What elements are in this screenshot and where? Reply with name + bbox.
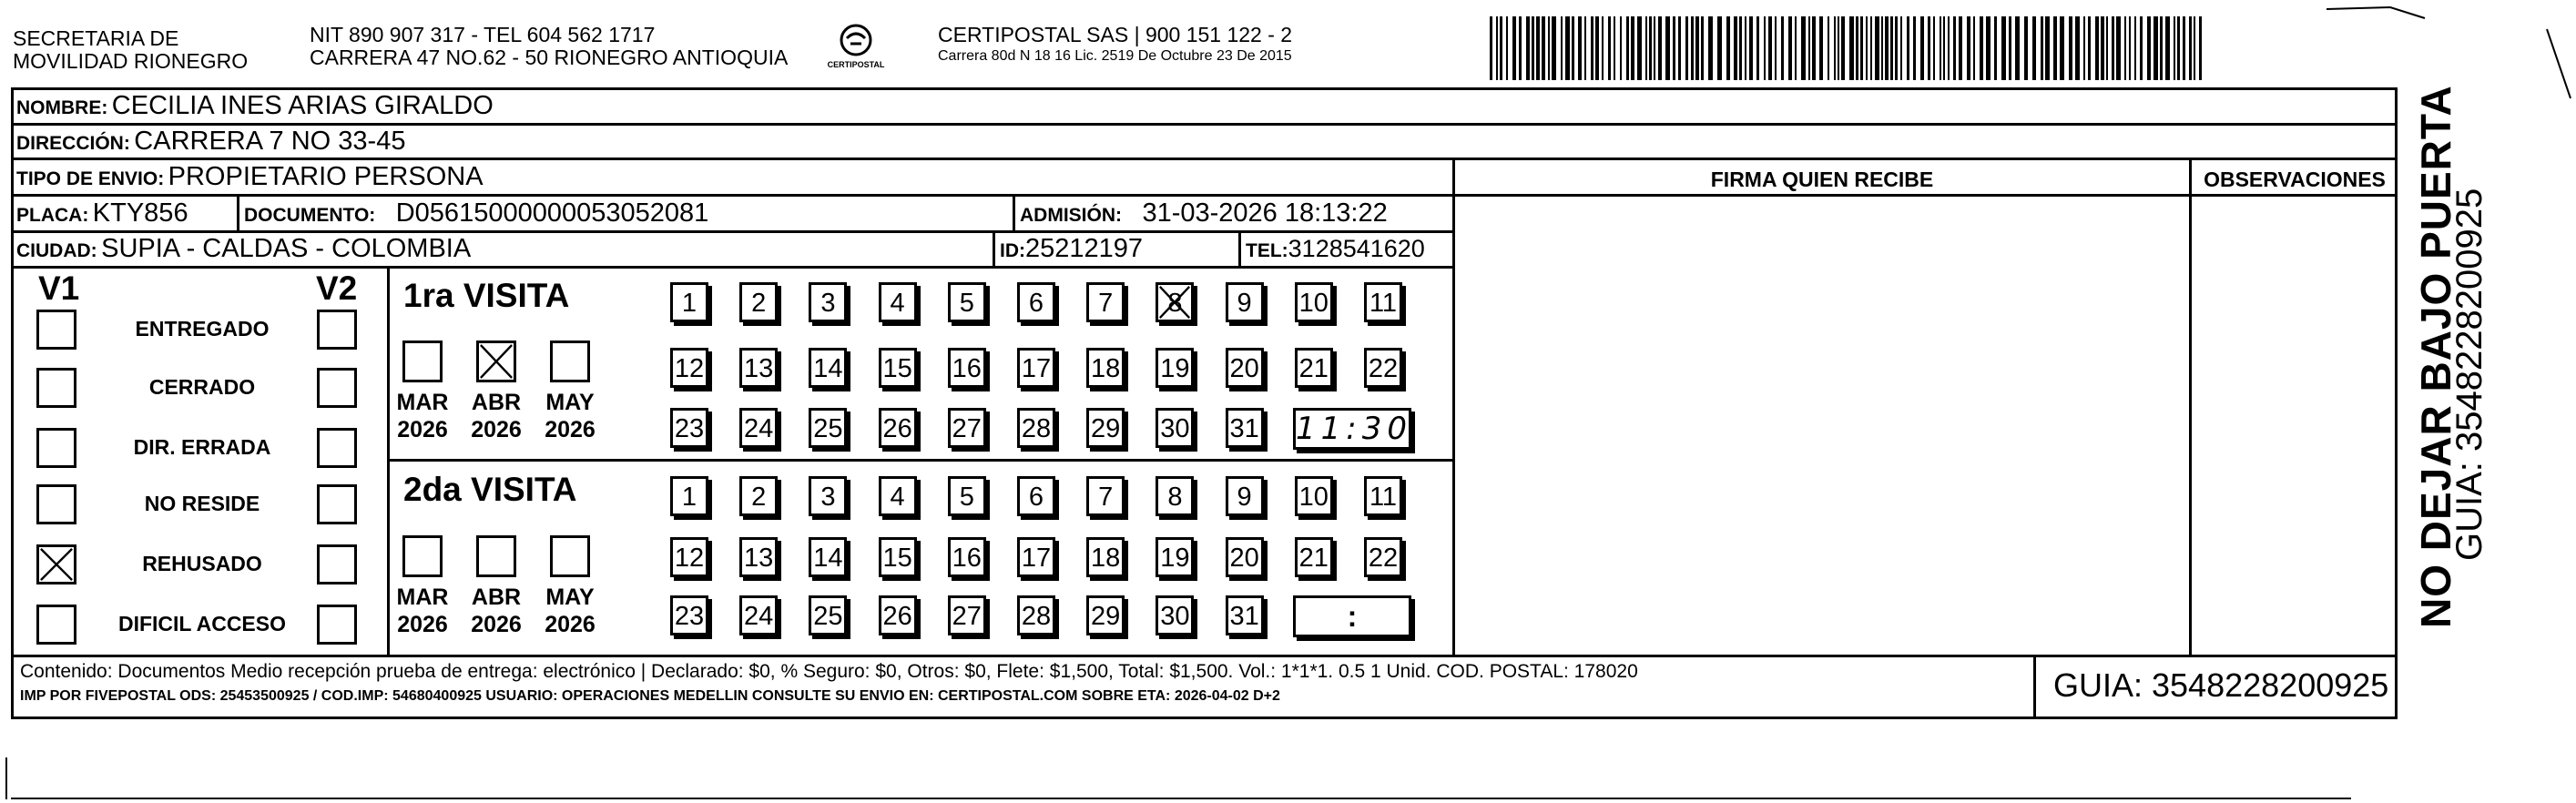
visit1-day-box[interactable]: 23: [670, 408, 708, 448]
visit1-day-box[interactable]: 31: [1226, 408, 1264, 448]
month-label: MAY: [545, 390, 595, 415]
year-label: 2026: [471, 612, 522, 637]
status-v1-checkbox[interactable]: [36, 544, 76, 584]
status-v2-checkbox[interactable]: [317, 368, 357, 408]
tipo-envio-row: [16, 160, 484, 198]
issuer-line-1: SECRETARIA DE: [13, 26, 179, 50]
status-label: DIR. ERRADA: [133, 435, 271, 459]
admision-value: 31-03-2026 18:13:22: [1142, 198, 1388, 228]
month-label: MAR: [396, 584, 449, 610]
visit2-day-box[interactable]: 28: [1017, 595, 1055, 635]
visit1-day-box[interactable]: 2: [739, 282, 778, 322]
footer-divider: [11, 655, 2398, 657]
visit1-day-box[interactable]: 28: [1017, 408, 1055, 448]
v1-header: V1: [38, 269, 80, 307]
visit1-day-box[interactable]: 5: [948, 282, 986, 322]
status-label: NO RESIDE: [144, 492, 260, 515]
visit2-day-box[interactable]: 17: [1017, 537, 1055, 577]
visit2-day-box[interactable]: 30: [1156, 595, 1194, 635]
id-value: 25212197: [1025, 234, 1144, 263]
status-v2-checkbox[interactable]: [317, 484, 357, 524]
visit1-day-box[interactable]: 29: [1086, 408, 1125, 448]
visit1-day-box[interactable]: 13: [739, 348, 778, 388]
placa-label: PLACA:: [16, 205, 89, 226]
documento-value: D05615000000053052081: [395, 198, 709, 228]
month-checkbox-abr[interactable]: [476, 341, 516, 382]
visit1-day-box[interactable]: [1156, 282, 1194, 322]
day-number: 8: [1167, 289, 1183, 318]
visit2-day-box[interactable]: 20: [1226, 537, 1264, 577]
month-checkbox-may[interactable]: [550, 341, 590, 382]
visit2-day-box[interactable]: 15: [879, 537, 917, 577]
ciudad-cell: [16, 232, 471, 269]
issuer-contact: [310, 24, 788, 69]
visit1-day-box[interactable]: 12: [670, 348, 708, 388]
visit1-day-box[interactable]: 21: [1295, 348, 1333, 388]
visit1-day-box[interactable]: 27: [948, 408, 986, 448]
cell-divider: [993, 230, 995, 266]
visit1-day-box[interactable]: 26: [879, 408, 917, 448]
status-v1-checkbox[interactable]: [36, 310, 76, 350]
visit2-day-box[interactable]: 22: [1364, 537, 1402, 577]
visit1-day-box[interactable]: 3: [809, 282, 847, 322]
placa-value: KTY856: [92, 198, 188, 228]
status-v1-checkbox[interactable]: [36, 428, 76, 468]
visit1-day-box[interactable]: 25: [809, 408, 847, 448]
visit1-day-box[interactable]: 17: [1017, 348, 1055, 388]
visit2-day-box[interactable]: 18: [1086, 537, 1125, 577]
id-cell: [1000, 232, 1143, 269]
footer-guia: GUIA: 3548228200925: [2053, 666, 2389, 704]
month-checkbox-mar[interactable]: [402, 535, 443, 577]
documento-label: DOCUMENTO:: [244, 205, 376, 226]
visit2-day-box[interactable]: 29: [1086, 595, 1125, 635]
firma-header: FIRMA QUIEN RECIBE: [1710, 168, 1934, 191]
visit1-day-box[interactable]: 11: [1364, 282, 1402, 322]
month-checkbox-abr[interactable]: [476, 535, 516, 577]
visit2-day-box[interactable]: 14: [809, 537, 847, 577]
courier-info: [938, 24, 1292, 66]
scan-edge: [5, 757, 7, 799]
visit2-day-box[interactable]: 2: [739, 476, 778, 516]
nombre-row: [16, 89, 494, 127]
ciudad-value: SUPIA - CALDAS - COLOMBIA: [101, 234, 472, 263]
status-label: CERRADO: [148, 375, 256, 399]
footer-imp: IMP POR FIVEPOSTAL ODS: 25453500925 / COD.IMP: 54680400925 USUARIO: OPERACIONES MEDELLIN CONSULTE SU ENVIO EN: CERTIPOSTAL.COM SOBRE ETA: 2026-04-02 D+2: [20, 688, 1280, 704]
side-warning: NO DEJAR BAJO PUERTA: [2412, 85, 2459, 628]
tipo-envio-label: TIPO DE ENVIO:: [16, 168, 165, 189]
observaciones-header: OBSERVACIONES: [2204, 168, 2386, 191]
status-label: REHUSADO: [142, 552, 262, 575]
admision-label: ADMISIÓN:: [1020, 205, 1122, 226]
month-label: ABR: [471, 584, 522, 610]
courier-line-2: Carrera 80d N 18 16 Lic. 2519 De Octubre 23 De 2015: [938, 48, 1292, 64]
admision-cell: [1020, 197, 1388, 234]
visit1-day-box[interactable]: 16: [948, 348, 986, 388]
barcode-graphic: [1490, 16, 2204, 80]
month-checkbox-mar[interactable]: [402, 341, 443, 382]
status-v2-checkbox[interactable]: [317, 605, 357, 645]
visit1-day-box[interactable]: 20: [1226, 348, 1264, 388]
visit2-day-box[interactable]: 24: [739, 595, 778, 635]
visit1-day-box[interactable]: 1: [670, 282, 708, 322]
tel-cell: [1246, 232, 1425, 269]
visit2-day-box[interactable]: 8: [1156, 476, 1194, 516]
visit2-day-box[interactable]: 13: [739, 537, 778, 577]
direccion-value: CARRERA 7 NO 33-45: [134, 127, 406, 156]
visit2-day-box[interactable]: 9: [1226, 476, 1264, 516]
direccion-row: [16, 125, 405, 162]
visit1-day-box[interactable]: 30: [1156, 408, 1194, 448]
placa-cell: [16, 197, 188, 234]
visit1-day-box[interactable]: 6: [1017, 282, 1055, 322]
status-v2-checkbox[interactable]: [317, 310, 357, 350]
visit2-day-box[interactable]: 31: [1226, 595, 1264, 635]
logo-icon: [820, 22, 892, 76]
visit2-day-box[interactable]: 25: [809, 595, 847, 635]
visit1-day-box[interactable]: 15: [879, 348, 917, 388]
year-label: 2026: [545, 612, 596, 637]
visit1-day-box[interactable]: 14: [809, 348, 847, 388]
scan-edge: [11, 798, 2351, 799]
courier-line-1: CERTIPOSTAL SAS | 900 151 122 - 2: [938, 23, 1293, 46]
status-label: ENTREGADO: [135, 317, 270, 341]
visit1-day-box[interactable]: 10: [1295, 282, 1333, 322]
visit1-day-box[interactable]: 4: [879, 282, 917, 322]
visit2-day-box[interactable]: 3: [809, 476, 847, 516]
visit1-time-value: 11:30: [1296, 411, 1412, 447]
visit2-day-box[interactable]: 21: [1295, 537, 1333, 577]
visit2-day-box[interactable]: 26: [879, 595, 917, 635]
cell-divider: [2033, 655, 2036, 719]
cell-divider: [1013, 194, 1015, 230]
tel-value: 3128541620: [1288, 235, 1425, 262]
address-line: CARRERA 47 NO.62 - 50 RIONEGRO ANTIOQUIA: [310, 46, 789, 69]
barcode: [1490, 16, 2204, 80]
status-v2-checkbox[interactable]: [317, 428, 357, 468]
visit1-day-box[interactable]: 18: [1086, 348, 1125, 388]
status-v2-checkbox[interactable]: [317, 544, 357, 584]
corner-mark: [2327, 4, 2427, 22]
direccion-label: DIRECCIÓN:: [16, 133, 130, 154]
certipostal-logo: [820, 22, 892, 76]
visit1-day-box[interactable]: 7: [1086, 282, 1125, 322]
id-label: ID:: [1000, 240, 1025, 261]
visit2-day-box[interactable]: 4: [879, 476, 917, 516]
year-label: 2026: [397, 612, 448, 637]
cell-divider: [237, 194, 239, 230]
status-label: DIFICIL ACCESO: [117, 612, 286, 635]
status-v1-checkbox[interactable]: [36, 368, 76, 408]
visit-divider: [387, 459, 1452, 462]
month-checkbox-may[interactable]: [550, 535, 590, 577]
visit2-day-box[interactable]: 5: [948, 476, 986, 516]
visit1-title: 1ra VISITA: [403, 277, 570, 314]
month-label: MAY: [545, 584, 595, 610]
svg-text:CERTIPOSTAL: CERTIPOSTAL: [827, 60, 885, 69]
year-label: 2026: [545, 417, 596, 442]
visit2-title: 2da VISITA: [403, 471, 577, 508]
visit2-day-box[interactable]: 19: [1156, 537, 1194, 577]
visit1-day-box[interactable]: 24: [739, 408, 778, 448]
visit2-day-box[interactable]: 11: [1364, 476, 1402, 516]
visit1-day-box[interactable]: 19: [1156, 348, 1194, 388]
visit1-day-box[interactable]: 22: [1364, 348, 1402, 388]
visit2-day-box[interactable]: 1: [670, 476, 708, 516]
year-label: 2026: [397, 417, 448, 442]
footer-contents: Contenido: Documentos Medio recepción prueba de entrega: electrónico | Declarado: $0, % Seguro: $0, Otros: $0, Flete: $1,500, Total: $1,500. Vol.: 1*1*1. 0.5 1 Unid. COD. POSTAL: 178020: [20, 661, 1638, 682]
visit2-day-box[interactable]: 23: [670, 595, 708, 635]
issuer-line-2: MOVILIDAD RIONEGRO: [13, 49, 249, 73]
issuer-name: [13, 27, 248, 73]
tel-label: TEL:: [1246, 240, 1288, 261]
cell-divider: [1238, 230, 1241, 266]
visit2-day-box[interactable]: 27: [948, 595, 986, 635]
documento-cell: [244, 197, 708, 234]
nit-line: NIT 890 907 317 - TEL 604 562 1717: [310, 23, 656, 46]
status-v1-checkbox[interactable]: [36, 605, 76, 645]
status-v1-checkbox[interactable]: [36, 484, 76, 524]
observaciones-area[interactable]: [2192, 197, 2398, 654]
edge-mark: [2545, 27, 2572, 100]
visit1-time-box[interactable]: [1293, 408, 1411, 450]
year-label: 2026: [471, 417, 522, 442]
month-label: ABR: [471, 390, 522, 415]
visit1-day-box[interactable]: 9: [1226, 282, 1264, 322]
visit2-day-box[interactable]: 16: [948, 537, 986, 577]
visit2-day-box[interactable]: 10: [1295, 476, 1333, 516]
visit2-time-box[interactable]: [1293, 595, 1411, 637]
nombre-value: CECILIA INES ARIAS GIRALDO: [111, 91, 494, 120]
signature-area[interactable]: [1455, 197, 2189, 654]
side-guia: GUIA: 3548228200925: [2449, 188, 2489, 561]
month-label: MAR: [396, 390, 449, 415]
tipo-envio-value: PROPIETARIO PERSONA: [168, 162, 484, 191]
nombre-label: NOMBRE:: [16, 97, 108, 118]
v2-header: V2: [316, 269, 358, 307]
ciudad-label: CIUDAD:: [16, 240, 97, 261]
visit2-time-placeholder: :: [1347, 600, 1358, 633]
visit2-day-box[interactable]: 12: [670, 537, 708, 577]
col-divider: [387, 266, 390, 655]
visit2-day-box[interactable]: 6: [1017, 476, 1055, 516]
visit2-day-box[interactable]: 7: [1086, 476, 1125, 516]
